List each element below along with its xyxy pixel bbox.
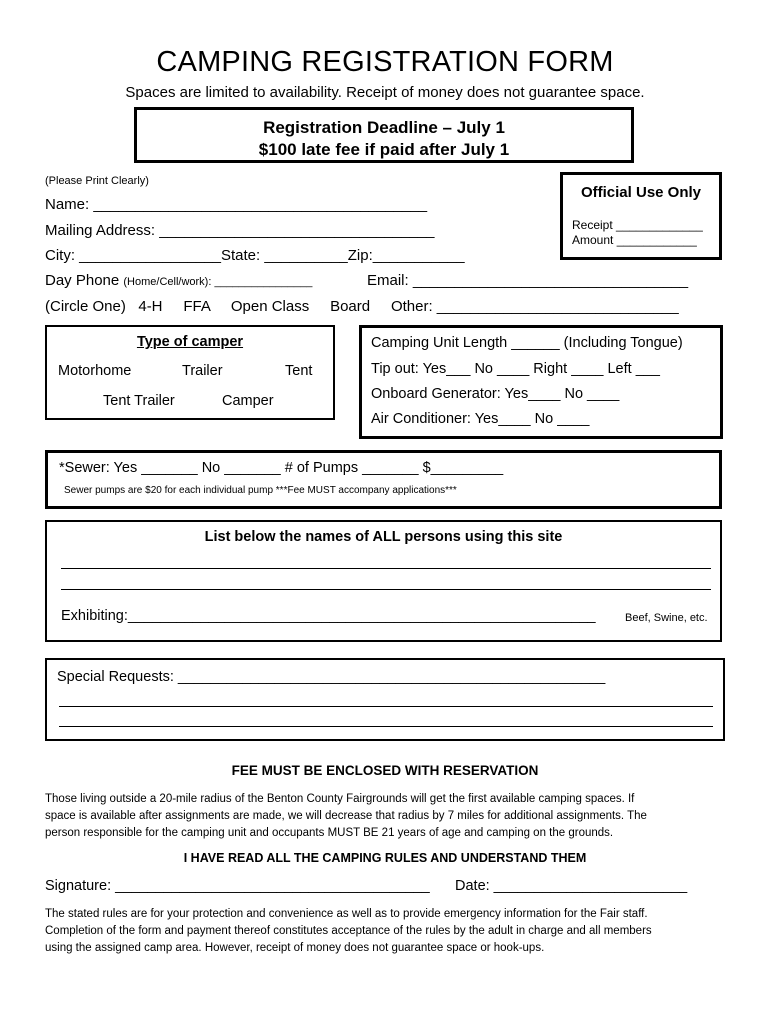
please-print-note: (Please Print Clearly) — [45, 175, 149, 187]
exhibiting-note: Beef, Swine, etc. — [625, 612, 708, 624]
date-field[interactable]: Date: ________________________ — [455, 878, 688, 894]
camper-type-heading: Type of camper — [136, 334, 244, 350]
official-use-box — [560, 172, 722, 260]
email-field[interactable]: Email: _________________________________ — [367, 272, 689, 289]
late-fee-line: $100 late fee if paid after July 1 — [258, 140, 510, 159]
city-state-zip-field[interactable]: City: _________________State: __________Zip:___________ — [45, 247, 465, 264]
mailing-address-field[interactable]: Mailing Address: _________________________________ — [45, 222, 435, 239]
footer-text-line: Completion of the form and payment thereof constitutes acceptance of the rules by the adult in charge and all members — [45, 925, 652, 937]
deadline-box — [134, 107, 634, 163]
footer-text-line: using the assigned camp area. However, receipt of money does not guarantee space or hook-ups. — [45, 942, 545, 954]
footer-paragraph — [45, 906, 652, 957]
sewer-field[interactable]: *Sewer: Yes _______ No _______ # of Pumps _______ $_________ — [59, 460, 504, 476]
special-requests-line-1[interactable] — [59, 706, 713, 707]
day-phone-label: Day Phone — [45, 272, 120, 289]
fee-paragraph — [45, 791, 647, 842]
tip-out-field[interactable]: Tip out: Yes___ No ____ Right ____ Left ___ — [371, 361, 660, 377]
rules-acknowledgement-heading: I HAVE READ ALL THE CAMPING RULES AND UNDERSTAND THEM — [183, 851, 587, 865]
sewer-box — [45, 450, 722, 509]
camper-option-tent[interactable]: Tent — [285, 363, 313, 379]
camper-option-camper[interactable]: Camper — [222, 393, 274, 409]
unit-details-box — [359, 325, 723, 439]
special-requests-field[interactable]: Special Requests: _____________________________________________________ — [57, 669, 606, 685]
fee-text-line: space is available after assignments are made, we will decrease that radius by 7 miles for additional assignments. The — [45, 810, 647, 822]
unit-length-field[interactable]: Camping Unit Length ______ (Including Tongue) — [371, 335, 683, 351]
camper-type-box — [45, 325, 335, 420]
generator-field[interactable]: Onboard Generator: Yes____ No ____ — [371, 386, 620, 402]
form-title: CAMPING REGISTRATION FORM — [156, 46, 614, 78]
official-use-heading: Official Use Only — [580, 184, 702, 201]
day-phone-note: (Home/Cell/work): ________________ — [123, 276, 313, 288]
signature-field[interactable]: Signature: _______________________________________ — [45, 878, 430, 894]
camper-option-motorhome[interactable]: Motorhome — [58, 363, 132, 379]
sewer-note: Sewer pumps are $20 for each individual pump ***Fee MUST accompany applications*** — [64, 485, 457, 496]
camper-option-trailer[interactable]: Trailer — [182, 363, 223, 379]
fee-text-line: person responsible for the camping unit and occupants MUST BE 21 years of age and camping on the grounds. — [45, 827, 614, 839]
persons-heading: List below the names of ALL persons using this site — [204, 529, 563, 545]
exhibiting-field[interactable]: Exhibiting:__________________________________________________________ — [61, 608, 596, 624]
persons-line-2[interactable] — [61, 589, 711, 590]
deadline-line: Registration Deadline – July 1 — [263, 118, 505, 137]
form-subtitle: Spaces are limited to availability. Receipt of money does not guarantee space. — [125, 84, 645, 101]
amount-field[interactable]: Amount ____________ — [572, 233, 697, 247]
name-field[interactable]: Name: ________________________________________ — [45, 196, 428, 213]
receipt-field[interactable]: Receipt _____________ — [572, 218, 703, 232]
air-conditioner-field[interactable]: Air Conditioner: Yes____ No ____ — [371, 411, 590, 427]
fee-text-line: Those living outside a 20-mile radius of the Benton County Fairgrounds will get the first available camping spaces. If — [45, 793, 635, 805]
membership-circle-field[interactable]: (Circle One) 4-H FFA Open Class Board Other: _____________________________ — [45, 298, 679, 315]
special-requests-box — [45, 658, 725, 741]
fee-heading: FEE MUST BE ENCLOSED WITH RESERVATION — [231, 763, 539, 778]
persons-line-1[interactable] — [61, 568, 711, 569]
day-phone-field[interactable] — [45, 272, 312, 289]
camper-option-tent-trailer[interactable]: Tent Trailer — [103, 393, 175, 409]
footer-text-line: The stated rules are for your protection and convenience as well as to provide emergency information for the Fair staff. — [45, 908, 648, 920]
persons-box — [45, 520, 722, 642]
special-requests-line-2[interactable] — [59, 726, 713, 727]
